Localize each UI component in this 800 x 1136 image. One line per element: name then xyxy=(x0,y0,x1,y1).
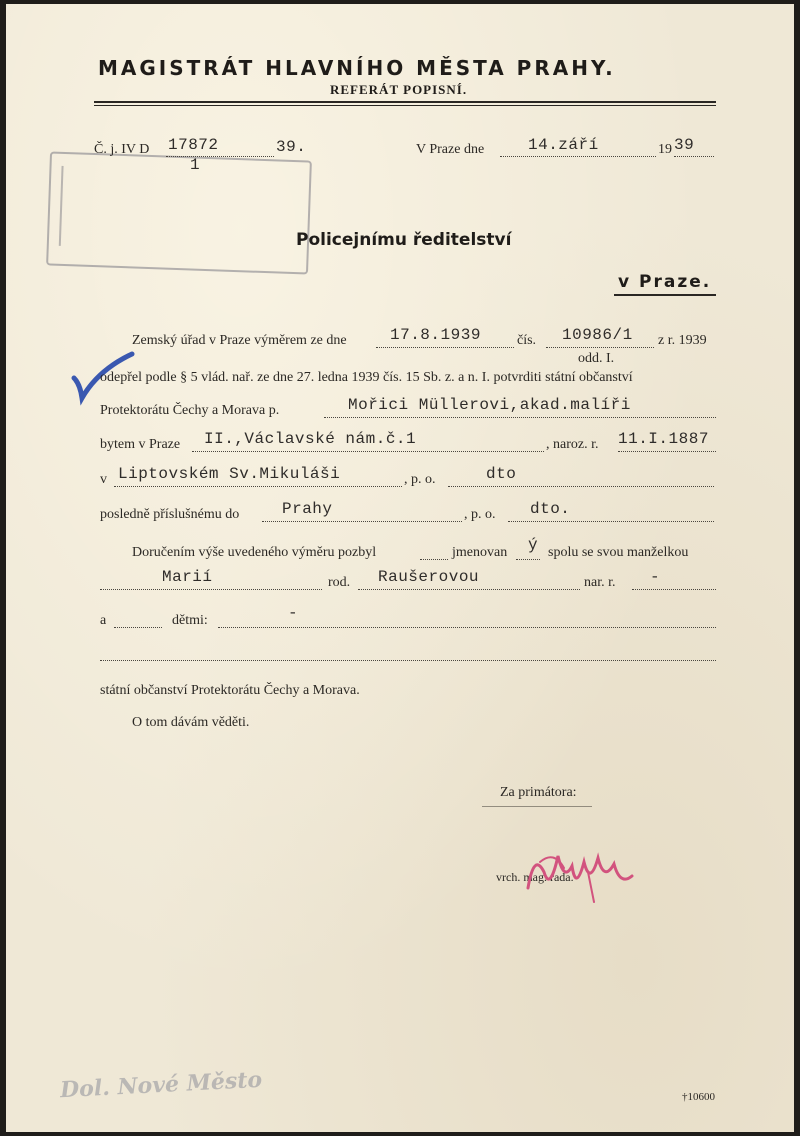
para1-protectorate: Protektorátu Čechy a Morava p. xyxy=(100,403,280,418)
para2-gap-line xyxy=(420,559,448,560)
residence-line xyxy=(192,451,544,452)
received-stamp xyxy=(46,151,312,274)
magistrate-title: MAGISTRÁT HLAVNÍHO MĚSTA PRAHY. xyxy=(98,56,616,80)
and-label: a xyxy=(100,613,107,628)
residence: II.,Václavské nám.č.1 xyxy=(204,430,417,448)
reference-number: 17872 xyxy=(168,136,219,154)
signature-line xyxy=(482,806,592,807)
addressee-line1: Policejnímu ředitelství xyxy=(296,230,512,250)
para1-intro: Zemský úřad v Praze výměrem ze dne xyxy=(132,333,347,348)
document-page xyxy=(6,4,794,1132)
para2-named: jmenovan xyxy=(452,545,508,560)
header-rule-top xyxy=(94,101,716,103)
letter-date: 14.září xyxy=(528,136,599,154)
year-prefix: 19 xyxy=(658,142,672,157)
signatory-title: vrch. mag. rada. xyxy=(496,870,574,884)
children-line xyxy=(218,627,716,628)
last-po-line xyxy=(508,521,714,522)
place-label: V Praze dne xyxy=(416,142,485,157)
birthplace-po-line xyxy=(448,486,714,487)
para1-legal-basis: odepřel podle § 5 vlád. nař. ze dne 27. ledna 1939 čís. 15 Sb. z. a n. I. potvrditi státní občanství xyxy=(100,370,633,385)
faint-district-stamp: Dol. Nové Město xyxy=(59,1066,263,1104)
cis-label: čís. xyxy=(517,333,537,348)
form-number: †10600 xyxy=(682,1091,715,1103)
reference-year-suffix: 39. xyxy=(276,138,307,156)
year-line xyxy=(674,156,714,157)
letter-year: 39 xyxy=(674,136,695,154)
residence-label: bytem v Praze xyxy=(100,437,181,452)
person-line xyxy=(324,417,716,418)
last-po: dto. xyxy=(530,500,571,518)
wife-born: - xyxy=(650,568,661,586)
para2-intro: Doručením výše uvedeného výměru pozbyl xyxy=(132,545,377,560)
born-year: 11.I.1887 xyxy=(618,430,709,448)
born-line xyxy=(618,451,716,452)
birthplace-po-label: , p. o. xyxy=(404,472,436,487)
wife-born-label: nar. r. xyxy=(584,575,616,590)
wife-maiden-name: Raušerovou xyxy=(378,568,480,586)
last-domicile-label: posledně příslušnému do xyxy=(100,507,240,522)
reference-sub-number: 1 xyxy=(190,156,201,174)
children-label: dětmi: xyxy=(172,613,208,628)
decision-number: 10986/1 xyxy=(562,326,633,344)
zr-label: z r. 1939 xyxy=(658,333,707,348)
decision-date-line xyxy=(376,347,514,348)
wife-name-line xyxy=(100,589,322,590)
para2-suffix-line xyxy=(516,559,540,560)
last-domicile: Prahy xyxy=(282,500,333,518)
closing-citizenship: státní občanství Protektorátu Čechy a Morava. xyxy=(100,683,360,698)
para2-suffix: ý xyxy=(528,536,539,554)
reference-label: Č. j. IV D xyxy=(94,142,150,157)
wife-born-line xyxy=(632,589,716,590)
born-label: , naroz. r. xyxy=(546,437,599,452)
birthplace-label: v xyxy=(100,472,107,487)
para2-wife: spolu se svou manželkou xyxy=(548,545,689,560)
reference-number-line xyxy=(166,156,274,157)
birthplace: Liptovském Sv.Mikuláši xyxy=(118,465,341,483)
person-name: Mořici Müllerovi,akad.malíři xyxy=(348,396,631,414)
rod-label: rod. xyxy=(328,575,351,590)
for-mayor-label: Za primátora: xyxy=(500,785,577,800)
birthplace-po: dto xyxy=(486,465,517,483)
wife-maiden-line xyxy=(358,589,580,590)
decision-number-line xyxy=(546,347,654,348)
addressee-line2: v Praze. xyxy=(618,272,712,292)
signature-icon xyxy=(514,842,638,908)
date-line xyxy=(500,156,656,157)
department: odd. I. xyxy=(578,351,615,366)
closing-notice: O tom dávám věděti. xyxy=(132,715,250,730)
blank-line xyxy=(100,660,716,661)
wife-name: Marií xyxy=(162,568,213,586)
header-rule-bottom xyxy=(94,105,716,106)
and-line xyxy=(114,627,162,628)
birthplace-line xyxy=(114,486,402,487)
children: - xyxy=(288,604,299,622)
last-po-label: , p. o. xyxy=(464,507,496,522)
addressee-underline xyxy=(614,294,716,296)
last-domicile-line xyxy=(262,521,462,522)
decision-date: 17.8.1939 xyxy=(390,326,481,344)
department-subtitle: REFERÁT POPISNÍ. xyxy=(330,82,468,97)
